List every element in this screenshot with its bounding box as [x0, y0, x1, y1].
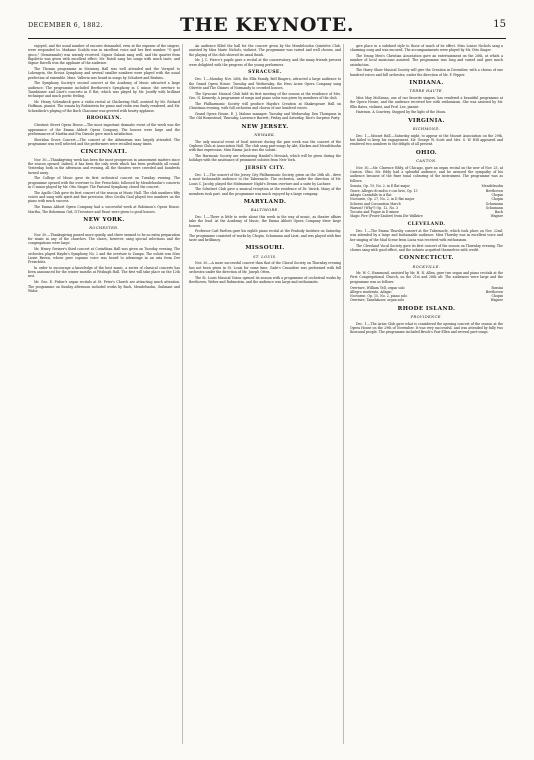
- programme-composer: Wagner: [490, 214, 503, 219]
- section-heading: RHODE ISLAND.: [397, 305, 456, 312]
- article-paragraph: The Thomas programme in Steinway Hall was well attended and the Vorspiel to Lohengrin, the Eroica Symphony and several smaller numbers were played with the usual perfection of ensemble. Mme. Valleria was heard in songs by Schubert and Brahms.: [28, 66, 180, 80]
- programme-piece: Overture, William Tell, organ solo: [350, 285, 405, 290]
- newspaper-title: THE KEYNOTE.: [179, 14, 355, 36]
- programme-composer: Chopin: [491, 197, 503, 202]
- section-heading: ROCKVILLE.: [412, 264, 441, 269]
- section-heading: NEWARK.: [254, 132, 276, 137]
- programme-composer: Rossini: [491, 285, 503, 290]
- section-heading: CLEVELAND.: [407, 221, 446, 227]
- column-3: [350, 44, 505, 744]
- article-paragraph: The Harmonic Society are rehearsing Handel's Messiah, which will be given during the holidays with the assistance of prominent soloists from New York.: [189, 153, 341, 163]
- article-paragraph: In order to encourage a knowledge of the best music, a series of classical concerts has been announced for the winter months at Fitzhugh Hall. The first will take place on the 12th inst.: [28, 265, 180, 279]
- programme-composer: Schumann: [485, 201, 503, 206]
- section-heading: MARYLAND.: [243, 198, 287, 205]
- article-paragraph: Mr. J. C. Pierce's pupils gave a recital at the conservatory, and the many friends present were delighted with the progress of the young performers.: [189, 58, 341, 67]
- programme-composer: Chopin: [491, 294, 503, 299]
- programme-piece: Allegro moderato, Adagio: [350, 289, 392, 294]
- section-heading: VIRGINIA.: [408, 117, 445, 124]
- article-paragraph: Nov. 30.—A more successful concert than that of the Choral Society on Thursday evening has not been given in St. Louis for some time. Gade's Crusaders was performed with full orchestra under the direction of Mr. Joseph Otten.: [189, 261, 341, 274]
- article-paragraph: The Cleveland Vocal Society gave its first concert of the season on Thursday evening. The chorus sang with good effect, and the soloists acquitted themselves with credit.: [350, 243, 503, 252]
- section-heading: ROCHESTER.: [89, 226, 119, 231]
- programme-piece: Nocturne, Op. 27, No. 2, in D flat major: [350, 197, 415, 202]
- section-heading: CINCINNATI.: [80, 149, 128, 156]
- article-paragraph: The St. Louis Musical Union opened its season with a programme of orchestral works by Beethoven, Weber and Rubinstein, and the audience was large and enthusiastic.: [189, 275, 341, 284]
- section-heading: INDIANA.: [409, 80, 444, 87]
- article-paragraph: The Harry Shaw Musical Society will give the Creation in December, with a chorus of one hundred voices and full orchestra, under the direction of Mr. F. Pepper.: [350, 68, 503, 77]
- article-paragraph: Harrison. A Courtesy. Stopped by the light of the Moon.: [356, 110, 447, 115]
- article-paragraph: Dec. 1.—The Arion Club gave what is considered the opening concert of the season at the Opera House on the 29th of November. It was very successful, and was attended by fully two thousand people. The programme included Bruch's Fair Ellen and several part-songs.: [350, 321, 503, 335]
- article-paragraph: The Emma Abbott Opera Company had a successful week at Robinson's Opera House. Martha, The Bohemian Girl, Il Trovatore and Faust were given to good houses.: [28, 205, 180, 214]
- column-2: [189, 44, 344, 744]
- programme-piece: Warum? (Why?) Op. 12, No. 3: [350, 205, 399, 210]
- article-paragraph: An audience filled the hall for the concert given by the Mendelssohn Quintette Club, assisted by Miss Marie Nichols, violinist. The programme was varied and well chosen, and the playing of the club showed its usual finish.: [189, 44, 341, 57]
- article-paragraph: The Young Men's Christian Association gave an entertainment on the 26th, at which a number of local musicians assisted. The programme was long and varied and gave much satisfaction.: [350, 54, 503, 67]
- article-paragraph: Miss May McKenna, one of our favorite singers, has rendered a beautiful programme at the Opera House, and the audience received her with enthusiasm. She was assisted by Mr. Ellis Bates, violinist, and Prof. Lee, pianist.: [350, 96, 503, 109]
- article-paragraph: Mr. Geo. E. Fisher's organ recitals at St. Peter's Church are attracting much attention. The programme on Sunday afternoon included works by Bach, Mendelssohn, Guilmant and Widor.: [28, 280, 180, 293]
- programme-line: [350, 298, 503, 302]
- programme-piece: Sonata, Op. 19, No. 2, in E flat major: [350, 184, 410, 189]
- article-paragraph: Mr. Henry Greiner's third concert at Corinthian Hall was given on Tuesday evening. The orchestra played Haydn's Symphony No. 2 and the overture to Zampa. The soloist was Miss Lizzie Brown, whose pure soprano voice was heard to advantage in an aria from Der Freischütz.: [28, 247, 180, 265]
- article-paragraph: give place in a subdued style to those of much of its effect. Miss Louise Nichols sang a charming song and was encored. The accompaniments were played by Mr. Otto Singer.: [350, 44, 503, 53]
- article-paragraph: Dec. 1.—The Emma Thursby concert at the Tabernacle, which took place on Nov. 22nd, was attended by a large and fashionable audience. Miss Thursby was in excellent voice and her singing of the Mad Scene from Lucia was received with enthusiasm.: [350, 229, 503, 242]
- article-paragraph: Mr. W. C. Hammond, assisted by Mr. H. N. Allen, gave two organ and piano recitals at the First Congregational Church, on the 21st and 28th ult. The audiences were large and the programme was as follows:: [350, 271, 503, 284]
- programme-composer: Beethoven: [485, 289, 503, 294]
- section-heading: ST. LOUIS.: [253, 254, 277, 259]
- programme-composer: Wagner: [490, 298, 503, 303]
- article-paragraph: enjoyed, and the usual number of encores demanded, even at the expense of the singers, were responded to. Madame Scalchi was in excellent voice and her first number "O quel gioco," (Semiramide) was warmly received. Signor Galassi sang well, and the quartet from Rigoletto was given with excellent effect. Mr. Rotoli sang his songs with much taste, and Signor Ravelli won the applause of the audience.: [28, 44, 180, 66]
- article-paragraph: Professor Carl Faelten gave his eighth piano recital at the Peabody Institute on Saturday. The programme consisted of works by Chopin, Schumann and Liszt, and was played with fine taste and brilliancy.: [189, 229, 341, 242]
- section-heading: MISSOURI.: [245, 245, 285, 252]
- article-paragraph: The only musical event of local interest during the past week was the concert of the Orpheus Club at Association Hall. The club sang part-songs by Abt, Kücken and Mendelssohn with fine expression. Miss Emma Juch was the soloist.: [189, 139, 341, 153]
- article-columns: [28, 44, 506, 744]
- programme-piece: Magic Fire (Feuer-Zauber) from Die Walküre: [350, 214, 423, 219]
- masthead: [28, 14, 506, 39]
- article-paragraph: Mr. Henry Schradieck gave a violin recital at Chickering Hall, assisted by Mr. Richard Hoffman, pianist. The sonata by Rubinstein for piano and violin was finely rendered, and Mr. Schradieck's playing of the Bach Chaconne was greeted with hearty applause.: [28, 100, 180, 113]
- article-paragraph: The Schubert Club gave a musical reception at the residence of Dr. Varick. Many of the members took part, and the programme was much enjoyed by a large company.: [189, 187, 341, 196]
- programme-piece: Grave, Allegro di molto e con brio, Op. 13: [350, 188, 418, 193]
- article-paragraph: The Symphony Society's second concert at the Academy of Music attracted a large audience. The programme included Beethoven's Symphony in C minor, the overture to Tannhäuser and Liszt's concerto in E flat, which was played by Mr. Joseffy with brilliant technique and much poetic feeling.: [28, 81, 180, 99]
- article-paragraph: Grand Opera House, E. J. Malone manager. Tuesday and Wednesday, Den Thompson in The Old Homestead; Thursday, Lawrence Barrett; Friday and Saturday, Rice's Surprise Party.: [189, 111, 341, 121]
- programme-piece: Nocturne, Op. 15, No. 2, piano solo: [350, 294, 408, 299]
- programme-composer: Chopin: [491, 192, 503, 197]
- article-paragraph: Chestnut Street Opera House.—The most important dramatic event of the week was the appearance of the Emma Abbott Opera Company. The houses were large and the performances of Martha and Fra Diavolo gave much satisfaction.: [28, 123, 180, 136]
- article-paragraph: The College of Music gave its first orchestral concert on Tuesday evening. The programme opened with the overture to Der Freischütz, followed by Mendelssohn's concerto in G minor played by Mr. Otto Singer. The Pastoral Symphony closed the concert.: [28, 176, 180, 190]
- article-paragraph: Dec. 1.—There is little to write about this week in the way of music, as theatre affairs take the lead. At the Academy of Music, the Emma Abbott Opera Company drew large houses.: [189, 214, 341, 228]
- page-number: 15: [493, 19, 506, 30]
- programme-piece: Toccata and Fugue in D minor: [350, 210, 399, 215]
- section-heading: CANTON.: [416, 159, 437, 164]
- section-heading: OHIO.: [415, 149, 438, 156]
- section-heading: NEW YORK.: [83, 216, 125, 223]
- article-paragraph: Dec. 1.—The concert of the Jersey City Philharmonic Society, given on the 28th ult., drew a most fashionable audience to the Tabernacle. The orchestra, under the direction of Mr. Louis C. Jacoby, played the Midsummer Night's Dream overture and a suite by Lachner.: [189, 172, 341, 186]
- article-paragraph: The Syracuse Musical Club held its first meeting of the season at the residence of Mrs. Geo. N. Kennedy. A programme of songs and piano solos was given by members of the club.: [189, 91, 341, 101]
- section-heading: CONNECTICUT.: [399, 255, 454, 262]
- article-paragraph: Dec. 1.—Monday, Nov. 26th, the Ellis Family, Bell Ringers, attracted a large audience to the Grand Opera House. Tuesday and Wednesday, the Hess Acme Opera Company sang Olivette and The Chimes of Normandy to crowded houses.: [189, 77, 341, 90]
- section-heading: BALTIMORE.: [250, 208, 280, 213]
- programme-piece: Overture, Tannhäuser, organ solo: [350, 298, 405, 303]
- article-paragraph: Dec. 1.—Mozart Hall.—Saturday night, to appear at the Mozart Association on the 29th, but failed to keep his engagement. Mr. George W. Scott and Mrs. S. W. Hill appeared and rendered two numbers to the delight of all present.: [350, 133, 503, 147]
- section-heading: JERSEY CITY.: [245, 165, 285, 171]
- article-paragraph: Nov. 30.—Thanksgiving week has been the most prosperous in amusement matters since the season opened. Indeed, it has been the only week which has been profitable all round. Yesterday, both in the afternoon and evening, all the theatres were crowded and hundreds turned away.: [28, 157, 180, 175]
- article-paragraph: Nov. 30.—Thanksgiving passed more quietly, and there seemed to be no extra preparation for music in any of the churches. The choirs, however, sang special selections and the congregations were large.: [28, 232, 180, 246]
- article-paragraph: Nov. 30.—Mr. Clarence Eddy, of Chicago, gave an organ recital on the new of Nov. 25, at Canton, Ohio. Mr. Eddy had a splendid audience, and he aroused the sympathy of his audience because of the finer tonal colouring of the instrument. The programme was as follows:: [350, 165, 503, 183]
- programme-line: [350, 214, 503, 218]
- article-paragraph: Sheridan Grove Concert.—The concert at the Athenæum was largely attended. The programme was well selected and the performers were recalled many times.: [28, 137, 180, 147]
- issue-date: DECEMBER 6, 1882.: [28, 21, 103, 29]
- article-paragraph: The Philharmonic Society will produce Haydn's Creation at Shakespeare Hall on Christmas evening, with full orchestra and chorus of one hundred voices.: [189, 101, 341, 111]
- programme-piece: Scherzo and Coronation March: [350, 201, 401, 206]
- section-heading: NEW JERSEY.: [241, 123, 289, 130]
- programme-composer: Bach: [494, 210, 503, 215]
- programme-composer: Beethoven: [485, 188, 503, 193]
- column-1: [28, 44, 183, 744]
- section-heading: TERRE HAUTE.: [409, 89, 444, 94]
- programme-composer: Schumann: [485, 205, 503, 210]
- programme-piece: Adagio Cantabile in A flat: [350, 192, 392, 197]
- section-heading: RICHMOND.: [412, 127, 441, 132]
- section-heading: SYRACUSE.: [248, 69, 282, 75]
- section-heading: BROOKLYN.: [86, 115, 122, 121]
- programme-composer: Mendelssohn: [481, 184, 503, 189]
- section-heading: PROVIDENCE.: [410, 315, 443, 320]
- article-paragraph: The Apollo Club gave its first concert of the season at Music Hall. The club numbers fifty voices and sang with spirit and fine precision. Miss Cecilia Gaul played two numbers on the piano with much success.: [28, 190, 180, 204]
